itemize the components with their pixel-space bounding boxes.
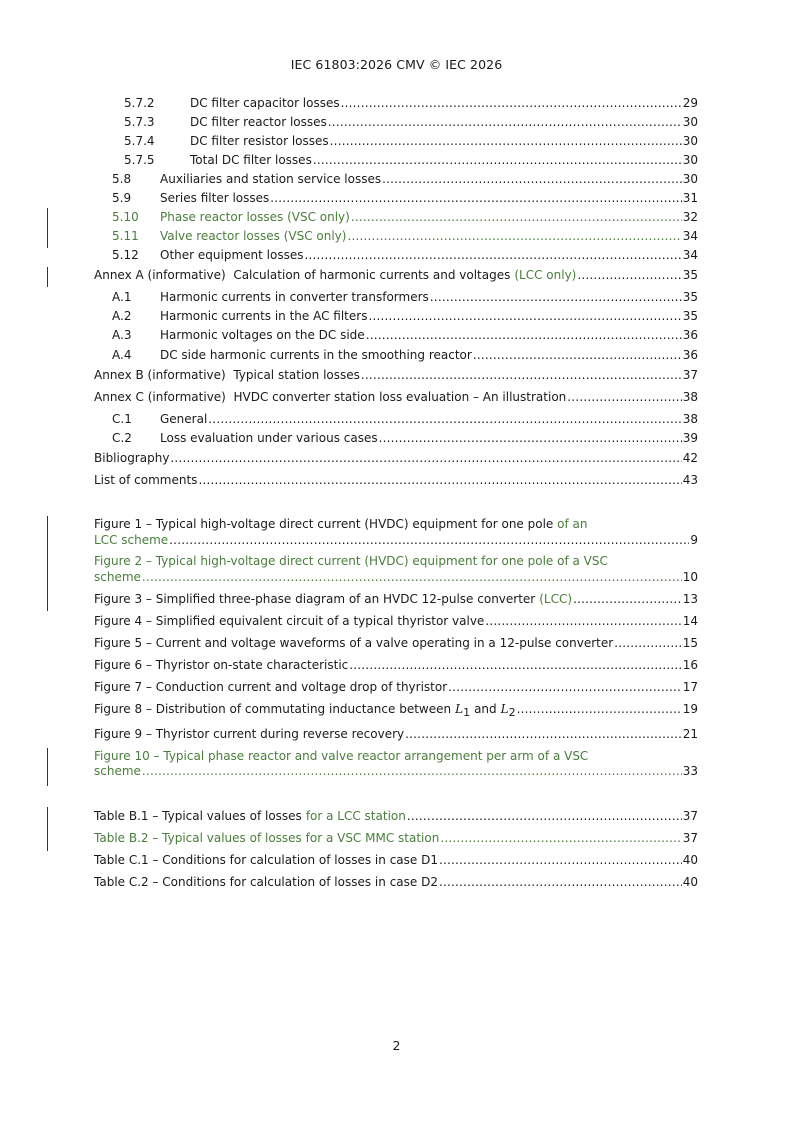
figure-entry[interactable] [94,657,698,674]
toc-entry[interactable] [94,308,698,325]
toc-title: Bibliography [94,451,170,465]
toc-number: 5.7.4 [124,134,155,148]
figure-title-line1: Figure 10 – Typical phase reactor and valve reactor arrangement per arm of a VSC [94,749,589,763]
toc-page: 43 [682,473,698,487]
figure-entry[interactable] [94,591,698,608]
figure-entry[interactable] [94,553,698,589]
table-entry[interactable] [94,852,698,869]
toc-title: Harmonic currents in the AC filters [160,309,368,323]
table-title: Table C.1 – Conditions for calculation of losses in case D1 [94,853,438,867]
toc-page: 38 [682,412,698,426]
toc-page: 35 [682,309,698,323]
figure-page: 21 [682,727,698,741]
toc-entry[interactable] [94,190,698,207]
toc-title: DC side harmonic currents in the smoothing reactor [160,348,472,362]
toc-title: General [160,412,208,426]
symbol-l1: L [455,702,464,716]
table-title: Table B.1 – Typical values of losses [94,809,302,823]
figure-entry[interactable] [94,613,698,630]
toc-number: 5.12 [112,248,139,262]
figure-title-line2: scheme [94,570,141,584]
toc-title: Other equipment losses [160,248,304,262]
toc-page: 37 [682,368,698,382]
toc-page: 36 [682,348,698,362]
figure-title-line1: Figure 2 – Typical high-voltage direct current (HVDC) equipment for one pole of a VSC [94,554,608,568]
figure-title-and: and [474,702,497,716]
figure-page: 9 [690,533,698,547]
toc-title: Harmonic voltages on the DC side [160,328,365,342]
toc-number: 5.8 [112,172,132,186]
figure-entry[interactable] [94,726,698,743]
figure-entry[interactable] [94,635,698,652]
toc-entry[interactable] [94,347,698,364]
figure-title: Figure 7 – Conduction current and voltage drop of thyristor [94,680,448,694]
toc-entry[interactable] [94,114,698,131]
toc-number: 5.7.3 [124,115,155,129]
figure-entry[interactable] [94,748,698,784]
table-title: Table C.2 – Conditions for calculation of losses in case D2 [94,875,438,889]
toc-page: 34 [682,248,698,262]
page-header: IEC 61803:2026 CMV © IEC 2026 [290,57,503,72]
toc-page: 39 [682,431,698,445]
toc-number: 5.11 [112,229,139,243]
change-bar [47,748,48,786]
toc-number: A.3 [112,328,132,342]
toc-entry-annex-b[interactable] [94,367,698,384]
toc-number: 5.7.2 [124,96,155,110]
toc-page: 31 [682,191,698,205]
toc-title: Annex A (informative) Calculation of harmonic currents and voltages [94,268,511,282]
toc-number: A.1 [112,290,132,304]
toc-title: Annex C (informative) HVDC converter station loss evaluation – An illustration [94,390,567,404]
figure-title: Figure 4 – Simplified equivalent circuit of a typical thyristor valve [94,614,485,628]
toc-page: 30 [682,115,698,129]
toc-page: 34 [682,229,698,243]
figure-title-line2: scheme [94,764,141,778]
figure-page: 16 [682,658,698,672]
toc-title: DC filter resistor losses [190,134,329,148]
change-bar [47,208,48,248]
page-number: 2 [392,1038,401,1053]
toc-entry[interactable] [94,411,698,428]
toc-number: C.2 [112,431,132,445]
toc-title: DC filter capacitor losses [190,96,340,110]
figure-entry[interactable] [94,679,698,696]
figure-page: 33 [682,764,698,778]
toc-title: List of comments [94,473,198,487]
toc-entry[interactable] [94,133,698,150]
figure-page: 14 [682,614,698,628]
change-bar [47,267,48,287]
figure-title-line1: Figure 1 – Typical high-voltage direct current (HVDC) equipment for one pole [94,517,554,531]
toc-title: Total DC filter losses [190,153,312,167]
figure-title: Figure 5 – Current and voltage waveforms of a valve operating in a 12-pulse converter [94,636,614,650]
toc-title: Harmonic currents in converter transformers [160,290,429,304]
toc-title: Auxiliaries and station service losses [160,172,382,186]
subscript-2: 2 [508,706,516,719]
toc-number: C.1 [112,412,132,426]
toc-entry-bibliography[interactable] [94,450,698,467]
toc-title: Phase reactor losses (VSC only) [160,210,350,224]
toc-page: 30 [682,153,698,167]
toc-page: 30 [682,172,698,186]
toc-entry[interactable] [94,430,698,447]
change-bar [47,807,48,851]
table-entry[interactable] [94,874,698,891]
toc-page: 38 [682,390,698,404]
figure-page: 15 [682,636,698,650]
figure-title-line2: LCC scheme [94,533,169,547]
toc-title: Series filter losses [160,191,270,205]
toc-entry[interactable] [94,171,698,188]
figure-entry[interactable] [94,516,698,552]
figure-page: 10 [682,570,698,584]
toc-page: 30 [682,134,698,148]
toc-number: 5.7.5 [124,153,155,167]
table-page: 37 [682,809,698,823]
figure-title: Figure 3 – Simplified three-phase diagram of an HVDC 12-pulse converter [94,592,536,606]
toc-entry[interactable] [94,209,698,226]
toc-title: Loss evaluation under various cases [160,431,378,445]
toc-title: DC filter reactor losses [190,115,327,129]
toc-title-insert: (LCC only) [514,268,577,282]
toc-entry[interactable] [94,327,698,344]
toc-page: 36 [682,328,698,342]
table-title-insert: for a LCC station [305,809,406,823]
table-page: 40 [682,853,698,867]
toc-entry[interactable] [94,228,698,245]
toc-number: A.4 [112,348,132,362]
table-entry[interactable] [94,830,698,847]
symbol-l2: L [500,702,509,716]
figure-title-insert: of an [557,517,588,531]
figure-page: 13 [682,592,698,606]
table-entry[interactable] [94,808,698,825]
figure-title: Figure 8 – Distribution of commutating inductance between [94,702,452,716]
subscript-1: 1 [463,706,471,719]
toc-page: 35 [682,268,698,282]
figure-title: Figure 6 – Thyristor on-state characteristic [94,658,349,672]
table-page: 37 [682,831,698,845]
figure-page: 17 [682,680,698,694]
figure-entry[interactable] [94,701,698,718]
toc-entry-annex-a[interactable] [94,267,698,284]
table-title: Table B.2 – Typical values of losses for a VSC MMC station [94,831,440,845]
toc-entry-annex-c[interactable] [94,389,698,406]
toc-page: 42 [682,451,698,465]
toc-entry-comments[interactable] [94,472,698,489]
toc-entry[interactable] [94,95,698,112]
figure-page: 19 [682,702,698,716]
toc-entry[interactable] [94,247,698,264]
toc-title: Annex B (informative) Typical station losses [94,368,360,382]
toc-number: A.2 [112,309,132,323]
toc-page: 29 [682,96,698,110]
toc-title: Valve reactor losses (VSC only) [160,229,347,243]
figure-title-insert: (LCC) [539,592,573,606]
toc-entry[interactable] [94,289,698,306]
change-bar [47,516,48,611]
toc-number: 5.9 [112,191,132,205]
toc-page: 35 [682,290,698,304]
table-page: 40 [682,875,698,889]
toc-page: 32 [682,210,698,224]
toc-number: 5.10 [112,210,139,224]
figure-title: Figure 9 – Thyristor current during reverse recovery [94,727,405,741]
toc-entry[interactable] [94,152,698,169]
